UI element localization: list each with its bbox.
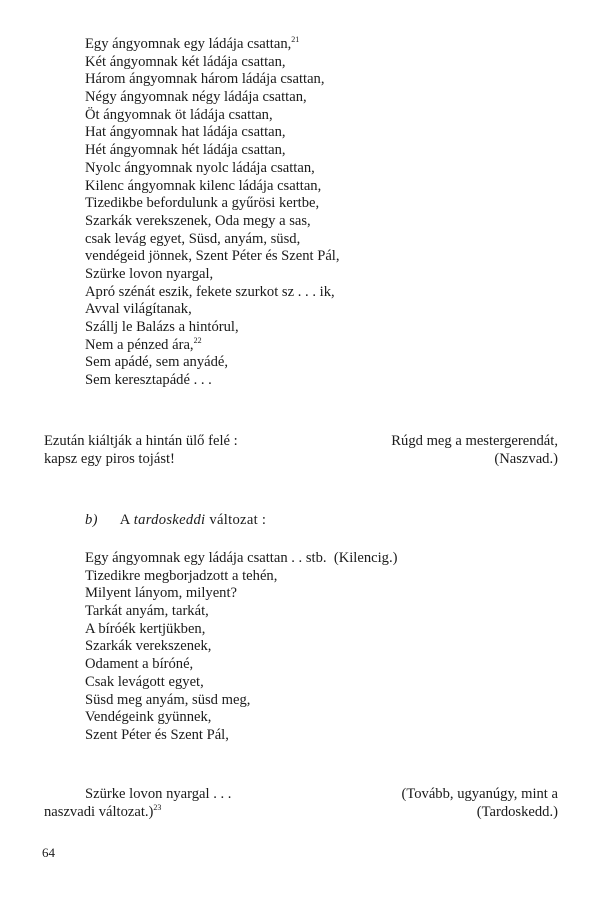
verse-line: Vendégeink gyünnek, [85, 709, 212, 726]
verse-line: Sem apádé, sem anyádé, [85, 354, 229, 371]
verse-line: Hét ángyomnak hét ládája csattan, [85, 142, 286, 159]
place-attribution: (Tardoskedd.) [476, 804, 558, 820]
prose-line: kapsz egy piros tojást! (Naszvad.) [44, 451, 558, 467]
prose-line: Szürke lovon nyargal . . . (Tovább, ugyanúgy, mint a [85, 786, 558, 802]
naszvad-prose [44, 432, 558, 468]
verse-line: vendégeid jönnek, Szent Péter és Szent Pál, [85, 248, 340, 265]
verse-line: Milyent lányom, milyent? [85, 585, 237, 602]
section-heading: b) A tardoskeddi változat : [85, 512, 267, 528]
verse-line: Öt ángyomnak öt ládája csattan, [85, 106, 273, 123]
verse-line: Szarkák verekszenek, Oda megy a sas, [85, 212, 311, 229]
verse-line: Szállj le Balázs a hintórul, [85, 319, 239, 335]
verse-line: Csak levágott egyet, [85, 673, 204, 690]
footnote-ref: 21 [291, 35, 300, 44]
verse-line: Szürke lovon nyargal, [85, 265, 214, 282]
footnote-ref: 23 [153, 803, 162, 812]
verse-line: Nem a pénzed ára,$^{22}$ [85, 335, 202, 353]
verse-line: csak levág egyet, Süsd, anyám, süsd, [85, 230, 301, 247]
verse-line: Egy ángyomnak egy ládája csattan,$^{21}$ [85, 35, 300, 52]
verse-line: Tarkát anyám, tarkát, [85, 603, 209, 620]
verse-line: Hat ángyomnak hat ládája csattan, [85, 124, 286, 141]
footnote-ref: 22 [193, 335, 202, 345]
verse-line: Odament a bíróné, [85, 656, 194, 673]
page-number: 64 [42, 845, 55, 860]
verse-line: Süsd meg anyám, süsd meg, [85, 691, 251, 708]
tardoskedd-prose [44, 785, 558, 821]
verse-line: Három ángyomnak három ládája csattan, [85, 71, 325, 88]
prose-line: Ezután kiáltják a hintán ülő felé : Rúgd meg a mestergerendát, [44, 433, 558, 449]
verse-line: Tizedikre megborjadzott a tehén, [85, 567, 278, 584]
verse-line: Két ángyomnak két ládája csattan, [85, 53, 286, 70]
tardoskedd-verse [85, 550, 397, 745]
verse-line: Négy ángyomnak négy ládája csattan, [85, 89, 307, 106]
verse-line: Egy ángyomnak egy ládája csattan . . stb. (Kilencig.) [85, 550, 398, 566]
verse-line: Sem keresztapádé . . . [85, 372, 212, 389]
prose-line: naszvadi változat.)$^{23}$ (Tardoskedd.) [44, 803, 558, 820]
verse-line: Nyolc ángyomnak nyolc ládája csattan, [85, 159, 315, 176]
verse-line: Tizedikbe befordulunk a gyűrösi kertbe, [85, 195, 320, 212]
place-attribution: (Naszvad.) [494, 451, 558, 467]
verse-line: Kilenc ángyomnak kilenc ládája csattan, [85, 177, 322, 194]
verse-line: Avval világítanak, [85, 301, 192, 318]
verse-line: Szarkák verekszenek, [85, 638, 212, 655]
naszvad-verse [85, 36, 340, 390]
verse-line: Apró szénát eszik, fekete szurkot sz . . . ik, [85, 283, 335, 300]
verse-line: Szent Péter és Szent Pál, [85, 726, 229, 743]
verse-line: A bíróék kertjükben, [85, 620, 206, 637]
